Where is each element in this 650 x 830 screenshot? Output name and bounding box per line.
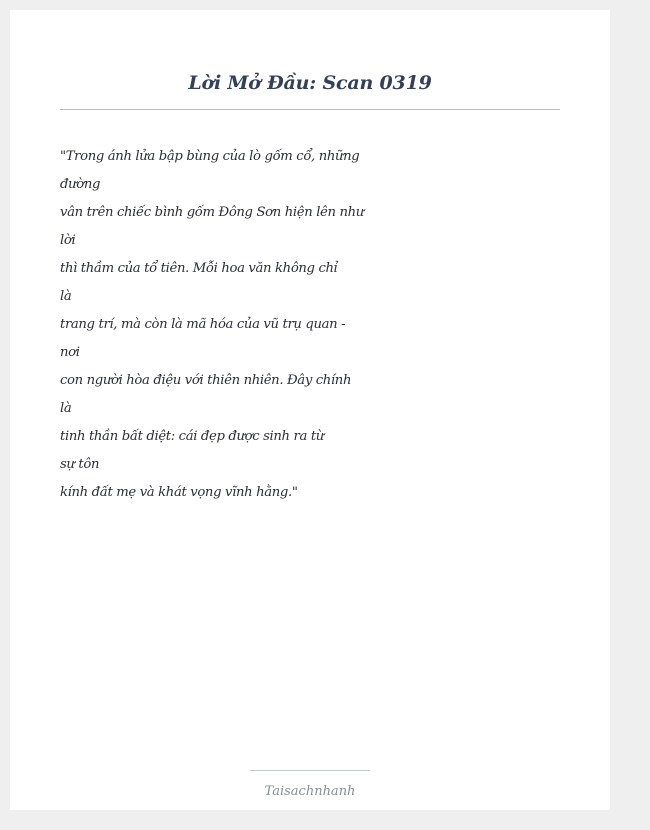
quote-line: con người hòa điệu với thiên nhiên. Đây chính [60, 373, 352, 388]
quote-line: nơi [60, 345, 80, 360]
quote-line: là [60, 289, 72, 304]
quote-line: kính đất mẹ và khát vọng vĩnh hằng." [60, 485, 298, 500]
quote-body [60, 143, 364, 507]
quote-line: thì thầm của tổ tiên. Mỗi hoa văn không chỉ [60, 261, 338, 276]
quote-line: lời [60, 233, 76, 248]
page-title: Lời Mở Đầu: Scan 0319 [188, 72, 432, 94]
quote-line: sự tôn [60, 457, 100, 472]
title-divider [60, 109, 560, 110]
quote-line: "Trong ánh lửa bập bùng của lò gốm cổ, những [60, 149, 360, 164]
quote-line: vân trên chiếc bình gốm Đông Sơn hiện lên như [60, 205, 364, 220]
document-page [10, 10, 610, 810]
quote-line: tinh thần bất diệt: cái đẹp được sinh ra từ [60, 429, 324, 444]
footer-divider [250, 770, 370, 771]
quote-line: đường [60, 177, 101, 192]
footer-text: Taisachnhanh [264, 784, 356, 799]
quote-line: là [60, 401, 72, 416]
quote-line: trang trí, mà còn là mã hóa của vũ trụ quan - [60, 317, 346, 332]
